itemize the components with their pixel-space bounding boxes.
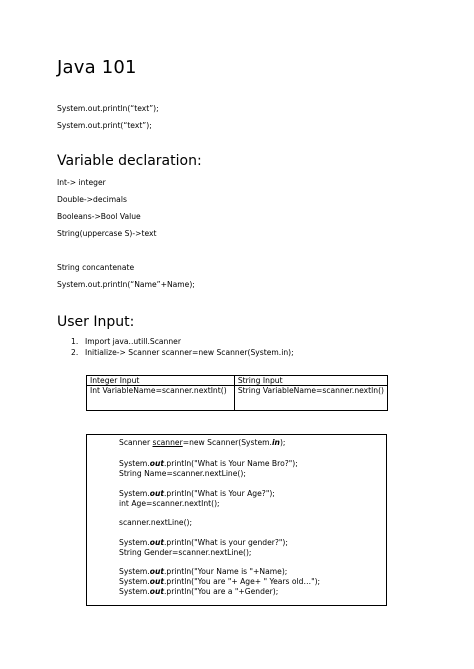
step-item	[71, 348, 294, 357]
code-line: System.out.println("Your Name is "+Name);	[119, 567, 288, 576]
println-line: System.out.println(“text”);	[57, 104, 159, 113]
table-cell: String VariableName=scanner.nextln()	[234, 386, 387, 411]
code-line: System.out.println("You are a "+Gender);	[119, 587, 279, 596]
code-line: Scanner scanner=new Scanner(System.in);	[119, 438, 286, 447]
table-header-row	[87, 376, 388, 386]
step-number: 1.	[71, 337, 79, 346]
concat-example: System.out.println(“Name”+Name);	[57, 280, 195, 289]
code-line: System.out.println("What is your gender?");	[119, 538, 288, 547]
variable-item: Double->decimals	[57, 195, 127, 204]
concat-label: String concantenate	[57, 263, 135, 272]
step-text: Initialize-> Scanner scanner=new Scanner(System.in);	[85, 348, 294, 357]
step-text: Import java..utill.Scanner	[85, 337, 181, 346]
table-header: String Input	[234, 376, 387, 386]
code-line: int Age=scanner.nextInt();	[119, 499, 220, 508]
code-line: System.out.println("What is Your Name Bro?");	[119, 459, 298, 468]
code-line: String Name=scanner.nextLine();	[119, 469, 246, 478]
code-line: System.out.println("You are "+ Age+ " Years old…");	[119, 577, 321, 586]
input-heading: User Input:	[57, 314, 135, 330]
step-item	[71, 337, 181, 346]
code-line: scanner.nextLine();	[119, 518, 193, 527]
table-cell: Int VariableName=scanner.nextInt()	[87, 386, 235, 411]
variable-item: Int-> integer	[57, 178, 106, 187]
variable-heading: Variable declaration:	[57, 153, 202, 169]
input-table	[86, 375, 388, 411]
variable-item: String(uppercase S)->text	[57, 229, 157, 238]
variable-item: Booleans->Bool Value	[57, 212, 141, 221]
step-number: 2.	[71, 348, 79, 357]
print-line: System.out.print(“text”);	[57, 121, 152, 130]
table-header: Integer Input	[87, 376, 235, 386]
code-line: System.out.println("What is Your Age?");	[119, 489, 275, 498]
page-title: Java 101	[57, 57, 137, 78]
table-row	[87, 386, 388, 411]
code-line: String Gender=scanner.nextLine();	[119, 548, 252, 557]
